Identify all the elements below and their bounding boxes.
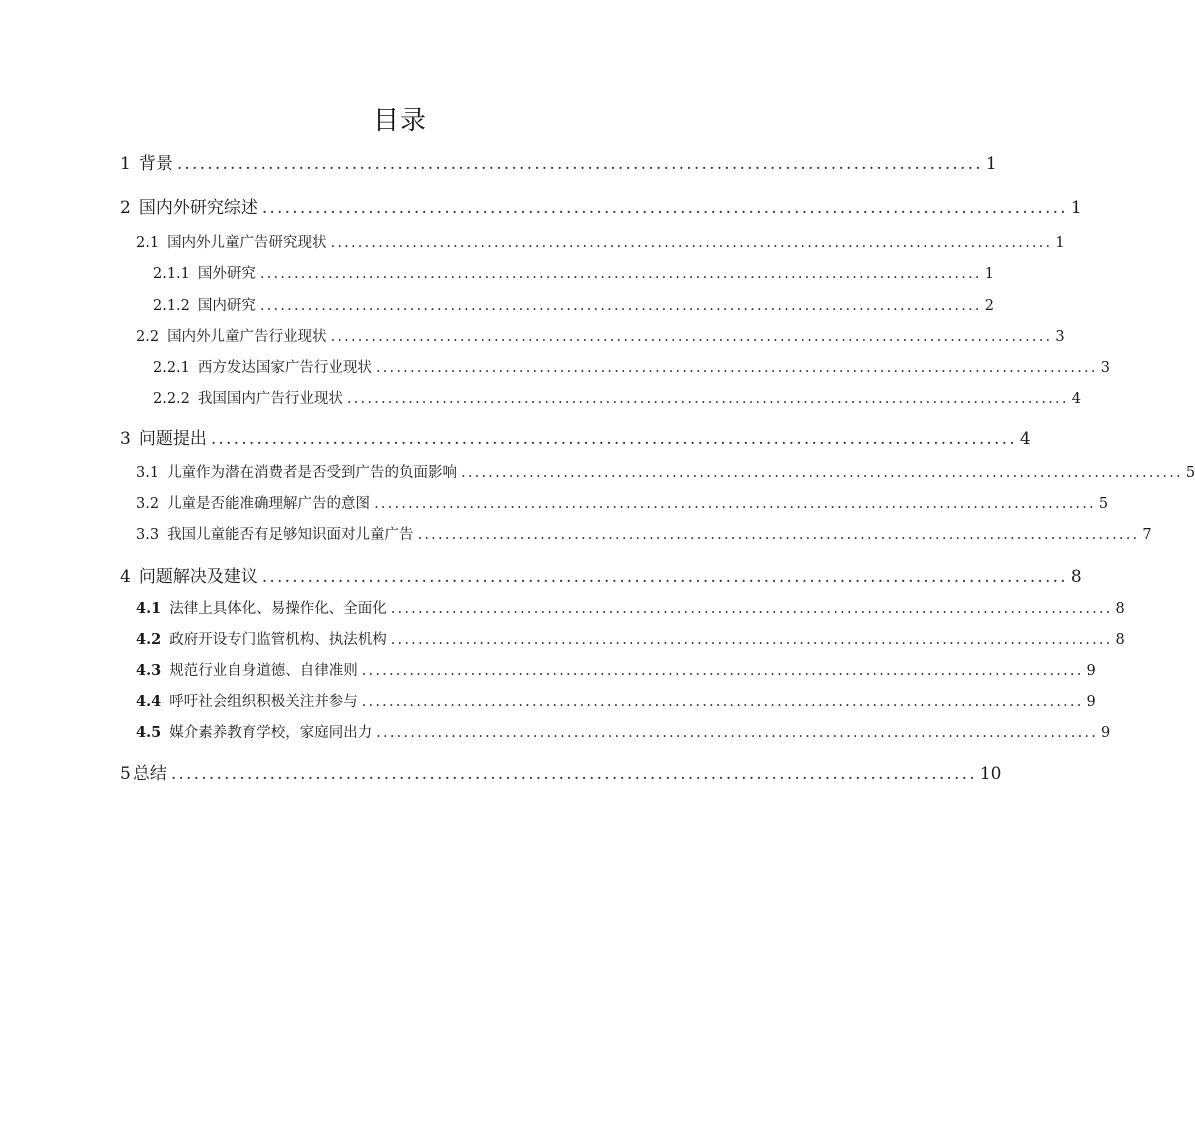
toc-entry-page: 9	[1086, 663, 1096, 679]
toc-entry-3[interactable]	[120, 424, 1031, 449]
toc-entry-label: 法律上具体化、易操作化、全面化	[169, 601, 387, 617]
toc-entry-label: 问题解决及建议	[138, 567, 258, 587]
toc-leader-dots: ..........................................................................................................	[417, 527, 1140, 543]
toc-leader-dots: ..........................................................................................................	[374, 496, 1096, 512]
toc-entry-number: 1	[120, 154, 131, 174]
toc-entry-page: 1	[1070, 198, 1082, 218]
toc-leader-dots: ..........................................................................................................	[176, 154, 983, 174]
toc-entry-3-3[interactable]	[136, 523, 1152, 544]
toc-entry-page: 5	[1098, 496, 1109, 512]
toc-entry-label: 儿童是否能准确理解广告的意图	[167, 496, 371, 512]
toc-entry-label: 媒介素养教育学校，家庭同出力	[169, 725, 373, 741]
toc-entry-label: 呼吁社会组织积极关注并参与	[169, 694, 358, 710]
toc-entry-page: 9	[1086, 694, 1096, 710]
toc-entry-number: 5	[120, 764, 131, 784]
toc-entry-page: 2	[984, 298, 994, 314]
toc-entry-4-1[interactable]	[136, 597, 1125, 618]
toc-entry-label: 我国儿童能否有足够知识面对儿童广告	[167, 527, 414, 543]
toc-leader-dots: ..........................................................................................................	[330, 329, 1053, 345]
toc-entry-page: 8	[1115, 632, 1125, 648]
toc-entry-label: 国内外儿童广告研究现状	[167, 235, 327, 251]
toc-leader-dots: ..........................................................................................................	[330, 235, 1053, 251]
toc-entry-number: 2.1.2	[153, 298, 190, 314]
toc-entry-label: 我国国内广告行业现状	[197, 391, 343, 407]
toc-entry-number: 2	[120, 198, 131, 218]
toc-entry-2-1[interactable]	[136, 231, 1065, 252]
toc-entry-page: 1	[1055, 235, 1065, 251]
toc-leader-dots: ..........................................................................................................	[259, 298, 982, 314]
toc-entry-number: 3	[120, 429, 131, 449]
toc-leader-dots: ..........................................................................................................	[390, 632, 1113, 648]
toc-title: 目录	[372, 106, 427, 136]
toc-entry-page: 1	[985, 154, 997, 174]
toc-entry-4-5[interactable]	[136, 721, 1111, 742]
toc-entry-5[interactable]	[120, 759, 1002, 784]
toc-entry-label: 国内外研究综述	[138, 198, 258, 218]
toc-entry-label: 背景	[138, 154, 173, 174]
toc-leader-dots: ..........................................................................................................	[375, 360, 1098, 376]
toc-leader-dots: ..........................................................................................................	[261, 567, 1068, 587]
toc-entry-4-3[interactable]	[136, 659, 1096, 680]
toc-entry-2[interactable]	[120, 193, 1082, 218]
toc-entry-page: 10	[979, 764, 1002, 784]
toc-leader-dots: ..........................................................................................................	[170, 764, 977, 784]
toc-entry-label: 规范行业自身道德、自律准则	[169, 663, 358, 679]
toc-entry-3-1[interactable]	[136, 461, 1195, 482]
toc-entry-page: 4	[1071, 391, 1081, 407]
toc-entry-number: 3.2	[136, 496, 160, 512]
toc-entry-2-2-1[interactable]	[153, 356, 1110, 377]
toc-entry-label: 国内外儿童广告行业现状	[167, 329, 327, 345]
toc-entry-page: 8	[1115, 601, 1125, 617]
toc-entry-3-2[interactable]	[136, 492, 1109, 513]
toc-entry-page: 5	[1185, 465, 1195, 481]
toc-entry-page: 3	[1055, 329, 1065, 345]
toc-entry-number: 2.1	[136, 235, 160, 251]
toc-entry-4-2[interactable]	[136, 628, 1125, 649]
toc-entry-number: 4.4	[136, 693, 162, 710]
toc-entry-page: 7	[1142, 527, 1152, 543]
toc-leader-dots: ..........................................................................................................	[210, 429, 1017, 449]
toc-entry-number: 4.5	[136, 724, 162, 741]
toc-entry-page: 9	[1101, 725, 1111, 741]
toc-entry-label: 国内研究	[197, 298, 256, 314]
toc-entry-page: 3	[1100, 360, 1110, 376]
toc-entry-2-1-2[interactable]	[153, 294, 994, 315]
toc-entry-label: 问题提出	[138, 429, 207, 449]
toc-entry-label: 总结	[132, 764, 167, 784]
toc-entry-number: 4.3	[136, 662, 162, 679]
toc-leader-dots: ..........................................................................................................	[361, 663, 1084, 679]
toc-entry-2-1-1[interactable]	[153, 262, 994, 283]
toc-entry-number: 3.3	[136, 527, 160, 543]
toc-entry-1[interactable]	[120, 149, 997, 174]
toc-leader-dots: ..........................................................................................................	[361, 694, 1084, 710]
toc-entry-label: 政府开设专门监管机构、执法机构	[169, 632, 387, 648]
toc-entry-page: 8	[1070, 567, 1082, 587]
toc-leader-dots: ..........................................................................................................	[261, 198, 1068, 218]
toc-entry-2-2-2[interactable]	[153, 387, 1081, 408]
toc-entry-number: 2.2	[136, 329, 160, 345]
toc-entry-4-4[interactable]	[136, 690, 1096, 711]
toc-entry-page: 4	[1019, 429, 1031, 449]
toc-entry-number: 2.2.2	[153, 391, 190, 407]
toc-entry-number: 4.1	[136, 600, 162, 617]
toc-entry-4[interactable]	[120, 562, 1082, 587]
toc-leader-dots: ..........................................................................................................	[346, 391, 1069, 407]
toc-entry-number: 2.2.1	[153, 360, 190, 376]
toc-entry-label: 西方发达国家广告行业现状	[197, 360, 372, 376]
toc-entry-label: 儿童作为潜在消费者是否受到广告的负面影响	[167, 465, 458, 481]
toc-entry-2-2[interactable]	[136, 325, 1065, 346]
toc-leader-dots: ..........................................................................................................	[376, 725, 1099, 741]
toc-entry-number: 4.2	[136, 631, 162, 648]
toc-entry-number: 3.1	[136, 465, 160, 481]
toc-entry-number: 2.1.1	[153, 266, 190, 282]
toc-entry-label: 国外研究	[197, 266, 256, 282]
toc-leader-dots: ..........................................................................................................	[461, 465, 1183, 481]
toc-entry-page: 1	[984, 266, 994, 282]
toc-leader-dots: ..........................................................................................................	[259, 266, 982, 282]
toc-leader-dots: ..........................................................................................................	[390, 601, 1113, 617]
toc-entry-number: 4	[120, 567, 131, 587]
